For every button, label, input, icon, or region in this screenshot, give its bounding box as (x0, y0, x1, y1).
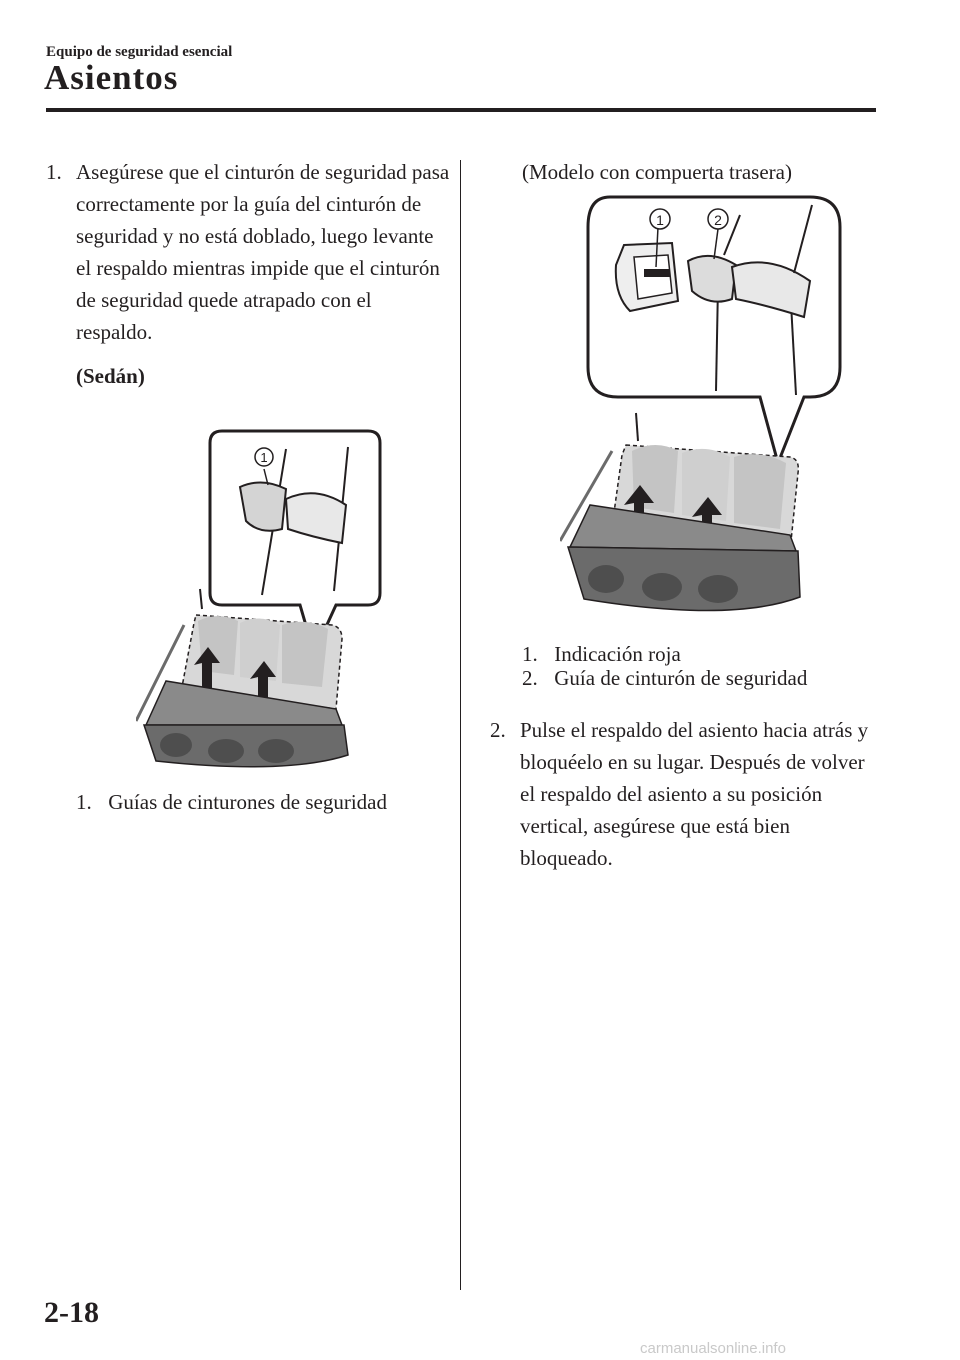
column-divider (460, 160, 461, 1290)
section-label: Equipo de seguridad esencial (46, 44, 233, 60)
page-number: 2-18 (44, 1296, 99, 1329)
hatch-caption-2-number: 2. (522, 666, 538, 690)
title-rule (46, 108, 876, 112)
step-2 (490, 714, 880, 874)
hatch-callout-2 (708, 209, 728, 229)
hatch-caption-2 (522, 662, 807, 694)
step-2-text: Pulse el respaldo del asiento hacia atrás y bloquéelo en su lugar. Después de volver el respaldo del asiento a su posición vertical, asegúrese que está bien bloqueado. (520, 718, 869, 870)
hatch-caption-2-text: Guía de cinturón de seguridad (554, 666, 808, 690)
sedan-callout-1 (255, 448, 273, 466)
sedan-caption (76, 786, 387, 818)
hatch-caption-1-number: 1. (522, 642, 538, 666)
chapter-title: Asientos (44, 58, 179, 97)
sedan-seat-illustration (136, 425, 386, 775)
hatchback-seat-illustration (560, 195, 850, 630)
svg-text:1: 1 (656, 212, 664, 228)
svg-text:1: 1 (260, 450, 268, 465)
sedan-label: (Sedán) (76, 364, 145, 388)
hatch-caption-1-text: Indicación roja (554, 642, 681, 666)
step-1-number: 1. (46, 160, 62, 184)
step-1-text: Asegúrese que el cinturón de seguridad pasa correctamente por la guía del cinturón de seguridad y no está doblado, luego levante el respaldo mientras impide que el cinturón de seguridad quede atrapado con el respaldo. (76, 160, 450, 344)
svg-text:2: 2 (714, 212, 722, 228)
step-2-number: 2. (490, 718, 506, 742)
hatch-label: (Modelo con compuerta trasera) (522, 160, 792, 184)
sedan-caption-number: 1. (76, 790, 92, 814)
sedan-caption-text: Guías de cinturones de seguridad (108, 790, 388, 814)
step-1 (46, 156, 451, 348)
watermark: carmanualsonline.info (640, 1340, 786, 1357)
hatch-callout-1 (650, 209, 670, 229)
